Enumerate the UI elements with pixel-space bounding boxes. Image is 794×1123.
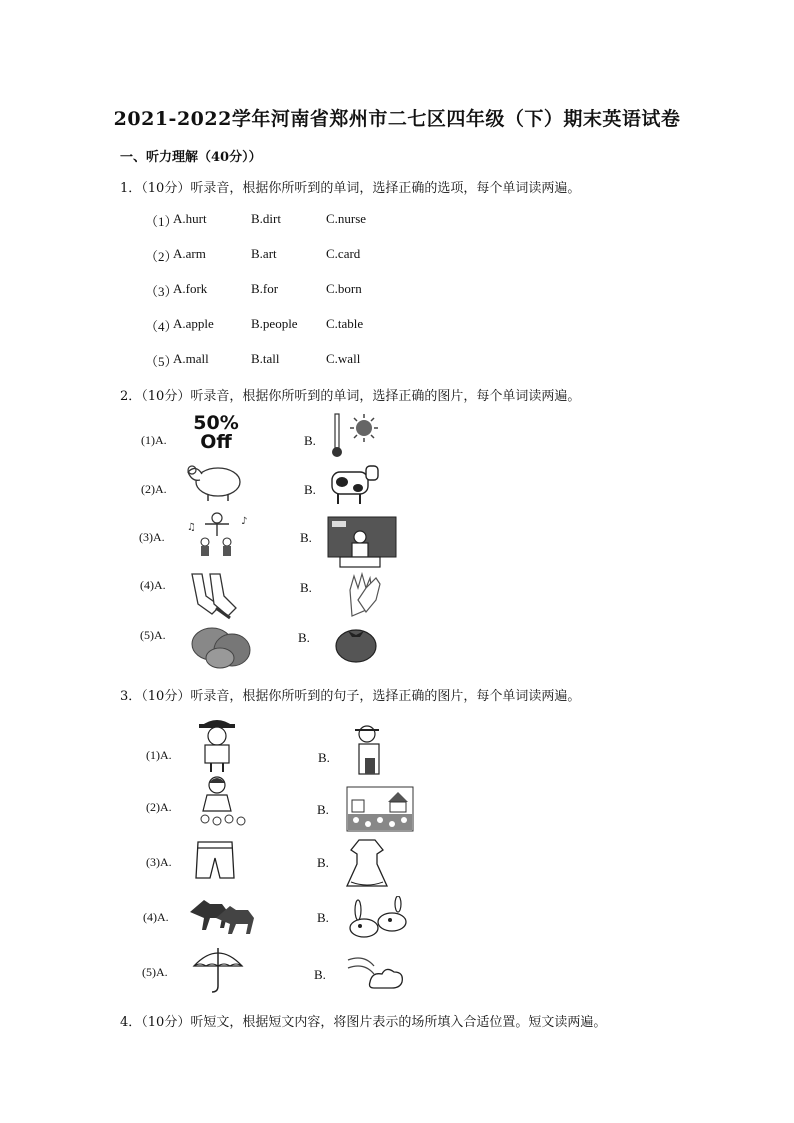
svg-text:♫: ♫ [187,522,196,533]
option-c: C.table [326,316,364,331]
option-number: （1） [145,214,178,229]
section-heading-listening: 一、听力理解（40分）） [120,150,262,165]
option-c: C.card [326,246,361,261]
option-number: （5） [145,354,178,369]
question-4-stem: 4．（10分）听短文，根据短文内容，将图片表示的场所填入合适位置。短文读两遍。 [120,1015,607,1030]
village-field-image [346,786,414,832]
tomato-image [330,622,382,664]
picture-option-a-label: (3)A. [146,855,172,869]
picture-option-a-label: (2)A. [141,482,167,496]
girl-with-potatoes-image [195,775,255,827]
picture-option-a-label: (1)A. [141,433,167,447]
picture-option-a-label: (1)A. [146,748,172,762]
music-class-image [183,510,253,558]
svg-text:♪: ♪ [241,516,248,527]
picture-option-a-label: (5)A. [140,628,166,642]
sale-50-off-sign: 50% Off [193,412,239,453]
picture-option-a-label: (3)A. [139,530,165,544]
option-b: B.art [251,246,277,261]
teacher-at-blackboard-image [326,515,398,569]
picture-option-a-label: (2)A. [146,800,172,814]
option-number: （4） [145,319,178,334]
umbrella-image [190,944,246,994]
dress-image [345,838,389,888]
picture-option-b-label: B. [318,750,330,765]
picture-option-b-label: B. [298,630,310,645]
potatoes-image [190,622,252,670]
rabbits-image [346,896,414,942]
horses-image [186,892,258,938]
option-b: B.tall [251,351,280,366]
picture-option-b-label: B. [317,855,329,870]
option-a: A.mall [173,351,209,366]
option-b: B.people [251,316,298,331]
thermometer-sun-image [328,412,384,460]
option-a: A.hurt [173,211,207,226]
picture-option-a-label: (4)A. [140,578,166,592]
question-2-stem: 2．（10分）听录音，根据你所听到的单词，选择正确的图片，每个单词读两遍。 [120,389,581,404]
picture-option-a-label: (4)A. [143,910,169,924]
gloves-white-image [338,570,388,618]
picture-option-b-label: B. [300,580,312,595]
boy-with-cap-image [195,714,239,774]
farmer-image [349,722,389,778]
picture-option-b-label: B. [314,967,326,982]
option-a: A.arm [173,246,206,261]
picture-option-b-label: B. [304,433,316,448]
wind-cloud-image [344,952,408,992]
picture-option-b-label: B. [300,530,312,545]
option-c: C.nurse [326,211,367,226]
option-c: C.born [326,281,362,296]
option-a: A.fork [173,281,208,296]
option-a: A.apple [173,316,214,331]
option-number: （3） [145,284,178,299]
question-3-stem: 3．（10分）听录音，根据你所听到的句子，选择正确的图片，每个单词读两遍。 [120,689,581,704]
option-number: （2） [145,249,178,264]
gloves-pair-image [186,570,240,622]
sheep-image [184,460,244,502]
picture-option-a-label: (5)A. [142,965,168,979]
picture-option-b-label: B. [317,910,329,925]
option-b: B.dirt [251,211,281,226]
picture-option-b-label: B. [304,482,316,497]
page-title: 2021-2022学年河南省郑州市二七区四年级（下）期末英语试卷 [113,108,681,130]
question-1-stem: 1．（10分）听录音，根据你所听到的单词，选择正确的选项，每个单词读两遍。 [120,181,581,196]
cow-image [328,462,380,506]
picture-option-b-label: B. [317,802,329,817]
option-b: B.for [251,281,279,296]
shorts-image [194,838,236,882]
option-c: C.wall [326,351,361,366]
